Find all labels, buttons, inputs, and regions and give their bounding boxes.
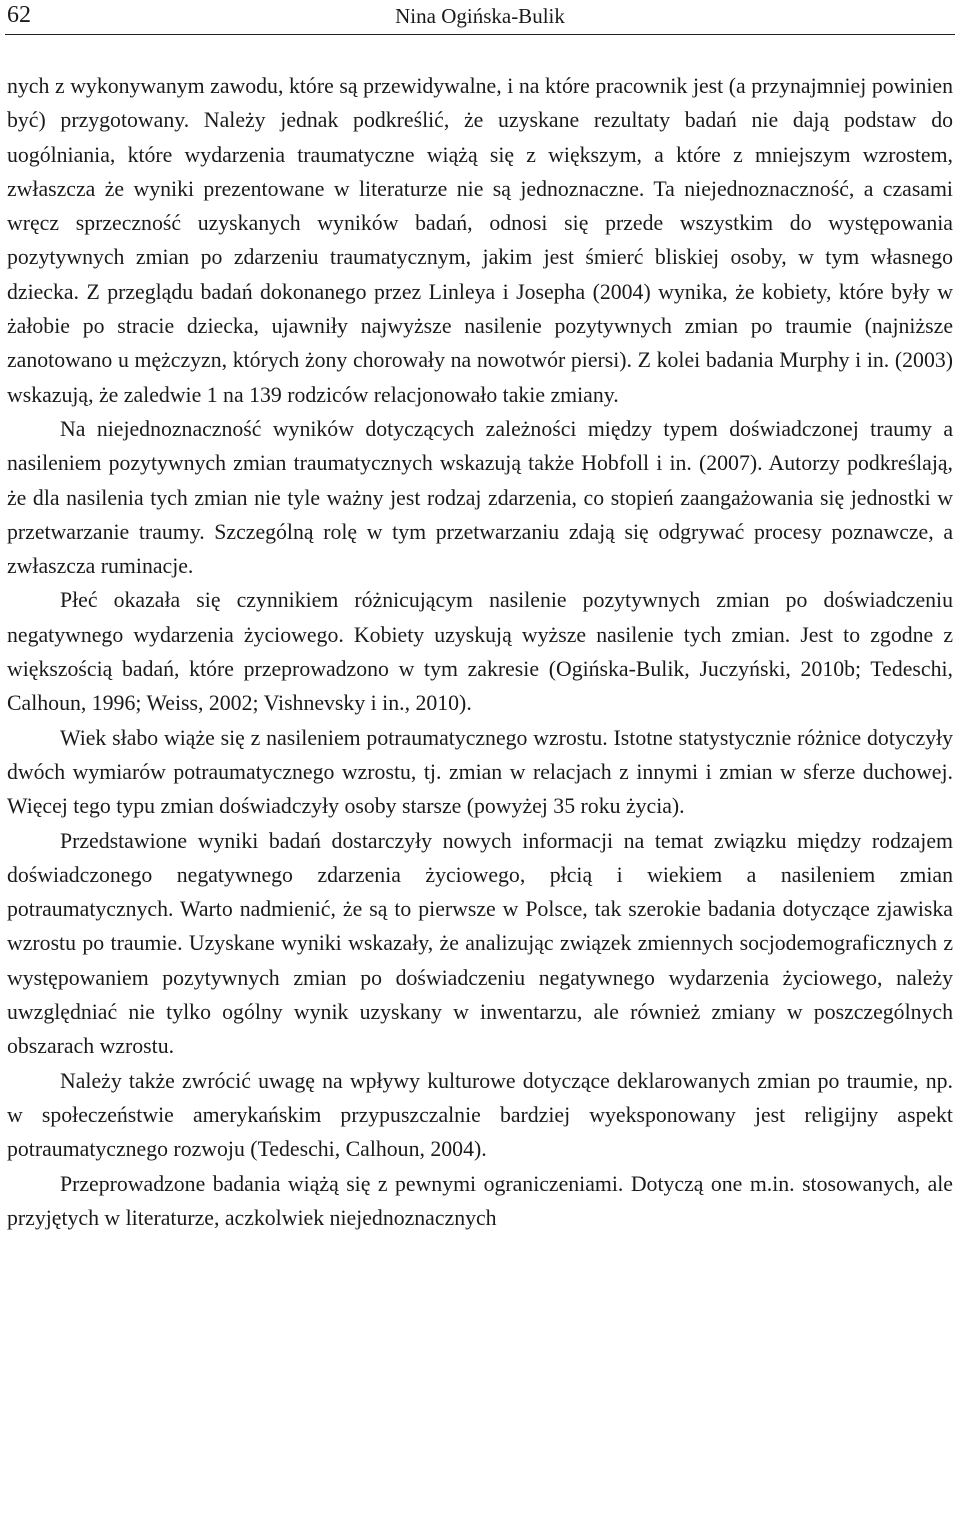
page-header [5, 0, 955, 35]
paragraph: Na niejednoznaczność wyników dotyczących zależności między typem doświadczonej traumy a nasileniem pozytywnych zmian traumatycznych wskazują także Hobfoll i in. (2007). Autorzy podkreślają, że dla nasilenia tych zmian nie tyle ważny jest rodzaj zdarzenia, co stopień zaangażowania się jednostki w przetwarzanie traumy. Szczególną rolę w tym przetwarzaniu zdają się odgrywać procesy poznawcze, a zwłaszcza ruminacje. [7, 416, 953, 579]
paragraph: Płeć okazała się czynnikiem różnicującym nasilenie pozytywnych zmian po doświadczeniu negatywnego wydarzenia życiowego. Kobiety uzyskują wyższe nasilenie tych zmian. Jest to zgodne z większością badań, które przeprowadzono w tym zakresie (Ogińska-Bulik, Juczyński, 2010b; Tedeschi, Calhoun, 1996; Weiss, 2002; Vishnevsky i in., 2010). [7, 588, 953, 716]
running-head-author: Nina Ogińska-Bulik [395, 4, 565, 28]
paragraph: Należy także zwrócić uwagę na wpływy kulturowe dotyczące deklarowanych zmian po traumie, np. w społeczeństwie amerykańskim przypuszczalnie bardziej wyeksponowany jest religijny aspekt potraumatycznego rozwoju (Tedeschi, Calhoun, 2004). [7, 1068, 953, 1162]
paragraph: Wiek słabo wiąże się z nasileniem potraumatycznego wzrostu. Istotne statystycznie różnice dotyczyły dwóch wymiarów potraumatycznego wzrostu, tj. zmian w relacjach z innymi i zmian w sferze duchowej. Więcej tego typu zmian doświadczyły osoby starsze (powyżej 35 roku życia). [7, 725, 953, 819]
body-text [7, 69, 953, 1235]
paragraph: Przeprowadzone badania wiążą się z pewnymi ograniczeniami. Dotyczą one m.in. stosowanych, ale przyjętych w literaturze, aczkolwiek niejednoznacznych [7, 1171, 953, 1230]
paragraph: Przedstawione wyniki badań dostarczyły nowych informacji na temat związku między rodzajem doświadczonego negatywnego zdarzenia życiowego, płcią i wiekiem a nasileniem zmian potraumatycznych. Warto nadmienić, że są to pierwsze w Polsce, tak szerokie badania dotyczące zjawiska wzrostu po traumie. Uzyskane wyniki wskazały, że analizując związek zmiennych socjodemograficznych z występowaniem pozytywnych zmian po doświadczeniu negatywnego wydarzenia życiowego, należy uwzględniać nie tylko ogólny wynik uzyskany w inwentarzu, ale również zmiany w poszczególnych obszarach wzrostu. [7, 828, 953, 1059]
page-number: 62 [7, 2, 31, 28]
paragraph-continued: nych z wykonywanym zawodu, które są przewidywalne, i na które pracownik jest (a przynajmniej powinien być) przygotowany. Należy jednak podkreślić, że uzyskane rezultaty badań nie dają podstaw do uogólniania, które wydarzenia traumatyczne wiążą się z większym, a które z mniejszym wzrostem, zwłaszcza że wyniki prezentowane w literaturze nie są jednoznaczne. Ta niejednoznaczność, a czasami wręcz sprzeczność uzyskanych wyników badań, odnosi się przede wszystkim do występowania pozytywnych zmian po zdarzeniu traumatycznym, jakim jest śmierć bliskiej osoby, w tym własnego dziecka. Z przeglądu badań dokonanego przez Linleya i Josepha (2004) wynika, że kobiety, które były w żałobie po stracie dziecka, ujawniły najwyższe nasilenie pozytywnych zmian po traumie (najniższe zanotowano u mężczyzn, których żony chorowały na nowotwór piersi). Z kolei badania Murphy i in. (2003) wskazują, że zaledwie 1 na 139 rodziców relacjonowało takie zmiany. [7, 74, 953, 407]
